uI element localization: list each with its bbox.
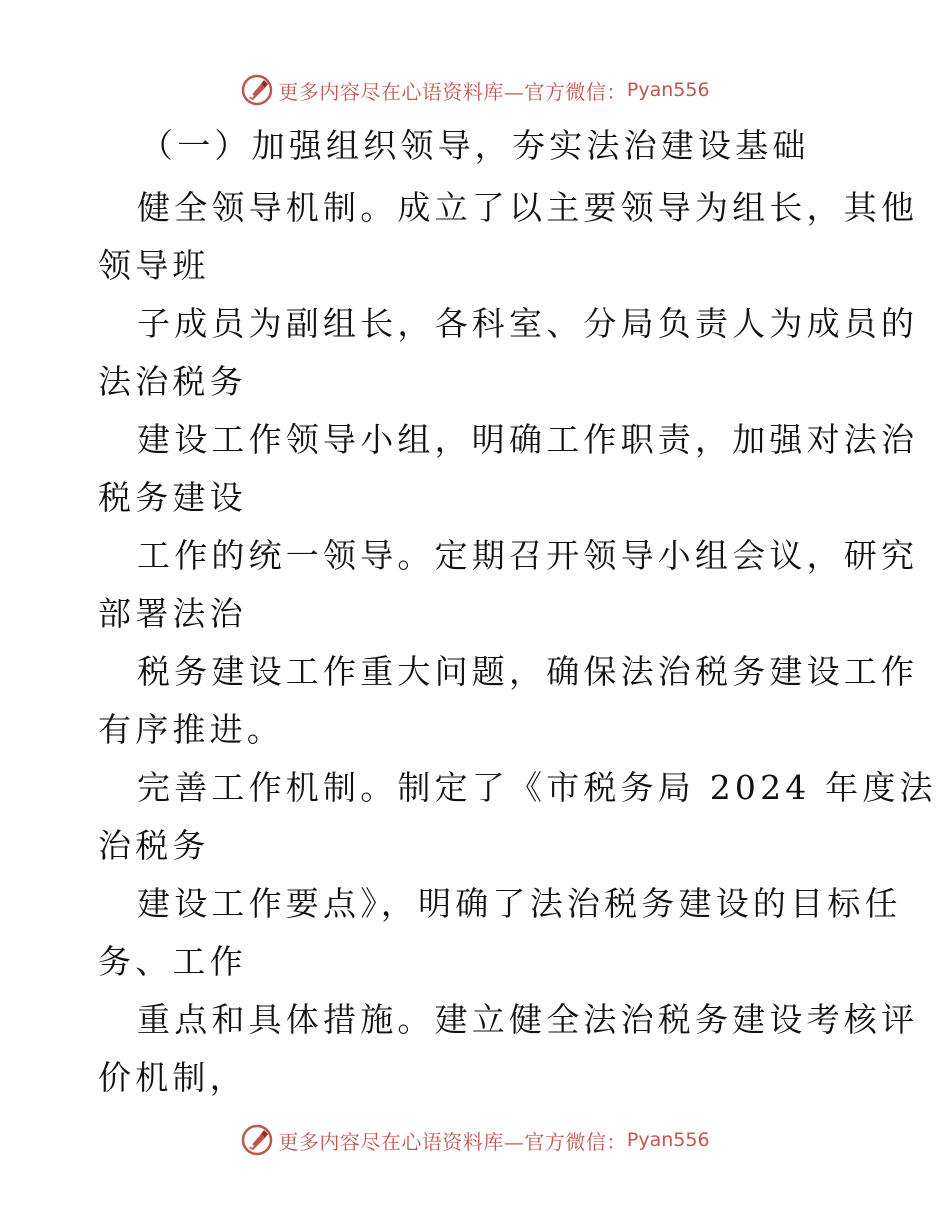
watermark-text: 更多内容尽在心语资料库—官方微信： xyxy=(278,1129,627,1154)
paragraph-line: 价机制， xyxy=(98,1058,247,1097)
paragraph-line: 税务建设工作重大问题，确保法治税务建设工作 xyxy=(137,652,919,691)
paragraph-line: 完善工作机制。制定了《市税务局 2024 年度法 xyxy=(137,768,937,807)
paragraph-line: 建设工作要点》，明确了法治税务建设的目标任 xyxy=(137,884,902,923)
section-heading: （一）加强组织领导，夯实法治建设基础 xyxy=(140,126,810,165)
watermark-handle: Pyan556 xyxy=(626,79,710,101)
paragraph-line: 重点和具体措施。建立健全法治税务建设考核评 xyxy=(137,1000,919,1039)
paragraph-line: 部署法治 xyxy=(98,594,247,633)
watermark-handle: Pyan556 xyxy=(626,1129,710,1151)
paragraph-line: 建设工作领导小组，明确工作职责，加强对法治 xyxy=(137,420,919,459)
pen-nib-icon xyxy=(240,1123,274,1157)
paragraph-line: 领导班 xyxy=(98,246,210,285)
paragraph-line: 子成员为副组长，各科室、分局负责人为成员的 xyxy=(137,304,919,343)
paragraph-line: 工作的统一领导。定期召开领导小组会议，研究 xyxy=(137,536,919,575)
paragraph-line: 治税务 xyxy=(98,826,210,865)
paragraph-line: 务、工作 xyxy=(98,942,247,981)
footer-watermark xyxy=(0,1120,950,1160)
paragraph-line: 税务建设 xyxy=(98,478,247,517)
paragraph-line: 健全领导机制。成立了以主要领导为组长，其他 xyxy=(137,188,919,227)
watermark-text: 更多内容尽在心语资料库—官方微信： xyxy=(278,79,627,104)
pen-nib-icon xyxy=(240,73,274,107)
header-watermark xyxy=(0,70,950,110)
paragraph-line: 有序推进。 xyxy=(98,710,284,749)
paragraph-line: 法治税务 xyxy=(98,362,247,401)
